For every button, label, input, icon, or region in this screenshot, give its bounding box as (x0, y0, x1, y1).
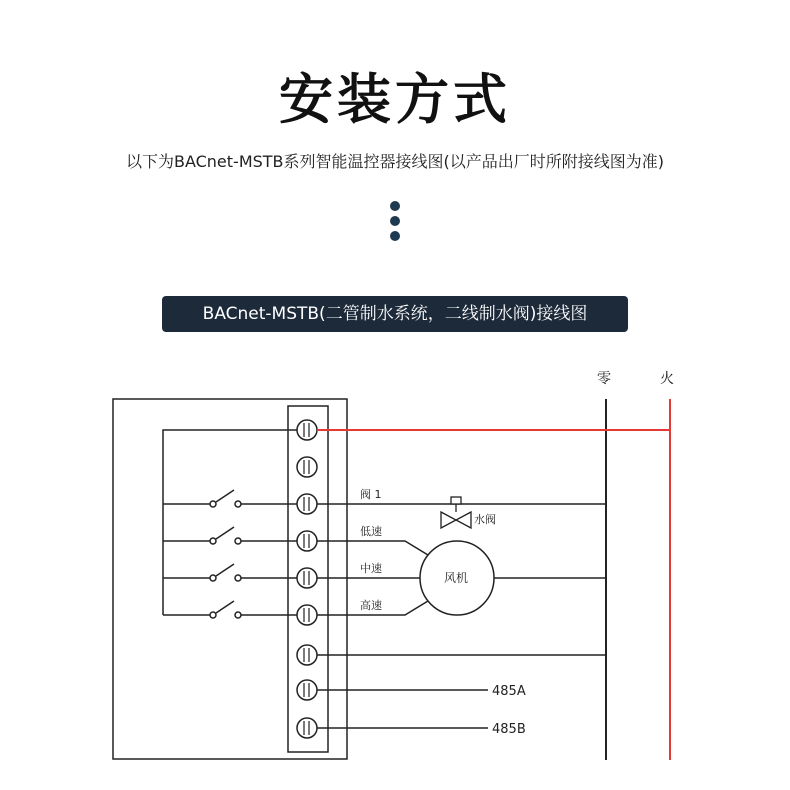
internal-common-bus (163, 430, 297, 615)
terminal-4 (297, 531, 317, 551)
relay-low-speed (210, 527, 297, 544)
terminal-9 (297, 718, 317, 738)
terminal-7 (297, 645, 317, 665)
live-label: 火 (660, 371, 674, 387)
terminal-6 (297, 605, 317, 625)
relay-valve (210, 490, 297, 507)
valve-label: 水阀 (474, 513, 496, 526)
page-subtitle: 以下为BACnet-MSTB系列智能温控器接线图(以产品出厂时所附接线图为准) (125, 152, 665, 171)
relay-mid-speed (210, 564, 297, 581)
terminal-8 (297, 680, 317, 700)
terminal-1 (297, 420, 317, 440)
terminal-5 (297, 568, 317, 588)
fan-label: 风机 (444, 571, 469, 585)
neutral-label: 零 (597, 371, 611, 387)
page-title: 安装方式 (279, 68, 511, 131)
water-valve-symbol (441, 497, 471, 528)
high-speed-label: 高速 (360, 599, 382, 612)
mid-speed-label: 中速 (360, 562, 382, 575)
terminal-screws (297, 420, 317, 738)
rs485b-label: 485B (492, 722, 526, 737)
terminal-2 (297, 457, 317, 477)
relay-switches (210, 490, 297, 618)
terminal-3 (297, 494, 317, 514)
rs485a-label: 485A (492, 684, 526, 699)
diagram-banner: BACnet-MSTB(二管制水系统，二线制水阀)接线图 (162, 296, 628, 332)
relay-high-speed (210, 601, 297, 618)
valve-terminal-label: 阀 1 (360, 488, 382, 501)
low-speed-label: 低速 (360, 525, 382, 538)
